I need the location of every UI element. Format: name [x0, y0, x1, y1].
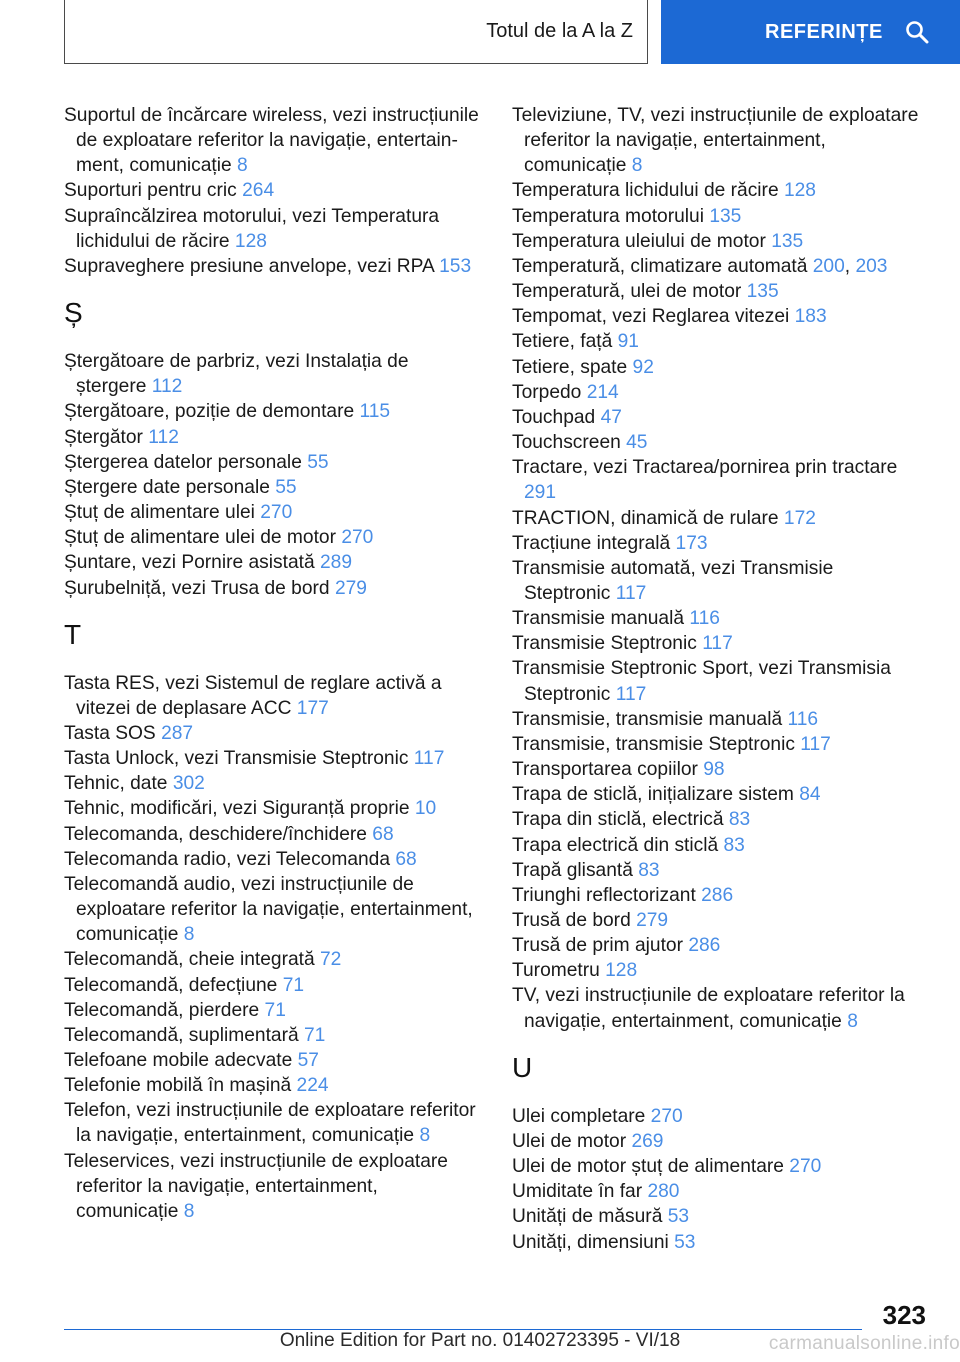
page-reference-link[interactable]: 200	[812, 255, 845, 277]
index-entry-text: Torpedo	[512, 381, 582, 403]
index-entry-text: Telecomandă, pierdere	[64, 999, 260, 1021]
page-reference-link[interactable]: 224	[296, 1075, 329, 1097]
index-entry-text: Ștuț de alimentare ulei de motor	[64, 527, 336, 549]
index-entry-text: Telecomanda, deschidere/închidere	[64, 823, 367, 845]
page-reference-link[interactable]: 117	[702, 633, 733, 655]
index-entry-text: Trapă glisantă	[512, 859, 633, 881]
index-entry	[512, 279, 922, 304]
index-entry-text: Tetiere, spate	[512, 356, 628, 378]
index-entry	[512, 782, 922, 807]
footer-edition: Online Edition for Part no. 01402723395 - VI/18	[279, 1330, 681, 1351]
page-reference-link[interactable]: 57	[297, 1050, 319, 1071]
page-reference-link[interactable]: 71	[264, 999, 286, 1021]
page-reference-link[interactable]: 68	[395, 848, 417, 870]
index-entry-text: Tetiere, față	[512, 331, 613, 353]
page-reference-link[interactable]: 135	[709, 205, 742, 227]
page-reference-link[interactable]: 91	[617, 331, 639, 353]
page-reference-link[interactable]: 128	[234, 230, 267, 252]
index-entry	[64, 721, 480, 746]
index-entry-text: Transmisie Steptronic Sport, vezi Transmisia Steptronic	[512, 658, 891, 705]
index-entry	[512, 229, 922, 254]
index-entry	[512, 1154, 922, 1179]
page-reference-link[interactable]: 117	[800, 733, 831, 755]
index-entry-text: Transmisie, transmisie Steptronic	[512, 733, 795, 755]
index-letter-heading: T	[64, 618, 82, 650]
index-entry-text: Telecomandă, cheie integrată	[64, 949, 315, 971]
section-title: Totul de la A la Z	[486, 20, 633, 42]
index-entry	[512, 1204, 922, 1229]
index-entry-text: Tasta Unlock, vezi Transmisie Steptronic	[64, 748, 409, 770]
page-reference-link[interactable]: 8	[237, 155, 248, 177]
index-entry	[64, 525, 480, 550]
page-reference-link[interactable]: 117	[413, 748, 445, 770]
index-entry	[512, 807, 922, 832]
index-entry-text: Suportul de încărcare wireless, vezi instrucțiunile de exploatare referitor la navigație, entertainment, comunicație	[64, 105, 479, 177]
page-reference-link[interactable]: 112	[151, 376, 183, 398]
index-entry-text: Ștergătoare de parbriz, vezi Instalația de ștergere	[64, 351, 409, 398]
page-reference-link[interactable]: 128	[783, 180, 816, 202]
index-entry	[64, 796, 480, 821]
index-entry	[512, 355, 922, 380]
page-reference-link[interactable]: 45	[626, 432, 648, 454]
page-reference-link[interactable]: 153	[439, 255, 472, 277]
page-number: 323	[882, 1300, 926, 1330]
index-entry	[64, 204, 480, 254]
index-entry-text: Trapa de sticlă, inițializare sistem	[512, 784, 794, 806]
index-entry	[64, 450, 480, 475]
page-reference-link[interactable]: 92	[632, 356, 654, 378]
index-letter-heading: Ș	[64, 297, 83, 329]
page-reference-link[interactable]: 72	[320, 949, 342, 971]
page-reference-link[interactable]: 98	[703, 759, 725, 781]
page-reference-link[interactable]: 53	[667, 1206, 690, 1228]
index-entry-text: Temperatura uleiului de motor	[512, 230, 766, 252]
index-entry-text: Șurubelniță, vezi Trusa de bord	[64, 577, 330, 599]
page-reference-link[interactable]: 269	[631, 1130, 664, 1152]
page-reference-link[interactable]: 177	[296, 697, 329, 719]
index-entry	[512, 506, 922, 531]
page-reference-link[interactable]: 270	[341, 527, 374, 549]
page-reference-link[interactable]: 53	[674, 1231, 696, 1253]
index-entry-text: Temperatura lichidului de răcire	[512, 180, 779, 202]
index-entry-text: Tracțiune integrală	[512, 532, 671, 554]
page-reference-link[interactable]: 47	[600, 406, 622, 428]
index-entry-text: Ulei de motor	[512, 1130, 627, 1152]
index-entry-text: Unități de măsură	[512, 1206, 663, 1228]
index-entry-text: Touchpad	[512, 406, 596, 428]
page-reference-link[interactable]: 8	[419, 1125, 431, 1147]
index-entry	[512, 656, 922, 706]
index-entry	[512, 556, 922, 606]
index-entry	[512, 983, 922, 1033]
index-entry	[64, 178, 480, 203]
page-reference-link[interactable]: 84	[799, 784, 821, 806]
index-entry	[512, 405, 922, 430]
index-entry-text: Trusă de prim ajutor	[512, 935, 683, 957]
index-entry-text: Tractare, vezi Tractarea/pornirea prin tractare	[512, 457, 898, 479]
references-tab[interactable]	[661, 0, 960, 64]
index-entry-text: Tehnic, date	[64, 773, 168, 795]
index-entry	[64, 254, 480, 279]
page-reference-link[interactable]: 55	[307, 451, 329, 473]
page-reference-link[interactable]: 83	[638, 859, 660, 881]
page-reference-link[interactable]: 270	[650, 1105, 683, 1127]
index-entry	[64, 822, 480, 847]
index-entry	[512, 908, 922, 933]
page-reference-link[interactable]: 115	[359, 401, 391, 423]
index-entry-text: Ștuț de alimentare ulei	[64, 502, 255, 524]
index-entry-text: Transmisie, transmisie manuală	[512, 708, 783, 730]
page-reference-link[interactable]: 173	[675, 532, 708, 554]
page-reference-link[interactable]: 302	[172, 773, 205, 795]
index-entry	[64, 500, 480, 525]
page-reference-link[interactable]: 135	[771, 230, 804, 252]
magnifier-icon[interactable]	[905, 20, 929, 44]
index-entry	[64, 399, 480, 424]
index-letter-heading: U	[512, 1051, 533, 1083]
index-entry	[64, 771, 480, 796]
index-entry	[64, 1149, 480, 1224]
index-entry-text: Teleservices, vezi instrucțiunile de exploatare referitor la navigație, entertainment, comunicație	[64, 1150, 448, 1222]
index-entry-text: Televiziune, TV, vezi instrucțiunile de exploatare referitor la navigație, entertainment, comunicație	[512, 105, 919, 177]
page-reference-link[interactable]: 287	[161, 722, 194, 744]
index-entry	[64, 425, 480, 450]
index-entry	[64, 671, 480, 721]
index-entry-text: Supraîncălzirea motorului, vezi Temperatura lichidului de răcire	[64, 205, 440, 252]
index-entry-text: Temperatura motorului	[512, 205, 704, 227]
index-entry-text: Tempomat, vezi Reglarea vitezei	[512, 306, 790, 328]
index-entry-text: Trapa electrică din sticlă	[512, 834, 719, 856]
index-entry-text: Șuntare, vezi Pornire asistată	[64, 552, 315, 574]
index-entry-text: Umiditate în far	[512, 1181, 643, 1203]
index-entry	[64, 1048, 480, 1073]
index-entry-text: Telefoane mobile adecvate	[64, 1050, 293, 1071]
index-entry	[64, 998, 480, 1023]
page-reference-link[interactable]: 135	[746, 281, 779, 303]
index-entry	[512, 958, 922, 983]
page-reference-link[interactable]: 270	[260, 502, 293, 524]
page-reference-link[interactable]: 214	[586, 381, 619, 403]
index-entry-text: Ulei de motor ștuț de alimentare	[512, 1156, 784, 1178]
index-entry: Temperatură, climatizare automată 200, 203	[512, 255, 888, 277]
index-entry-text: Unități, dimensiuni	[512, 1231, 669, 1253]
index-entry	[512, 1104, 922, 1129]
page-reference-link[interactable]: 280	[647, 1181, 680, 1203]
index-entry-text: Triunghi reflectorizant	[512, 884, 696, 906]
index-entry-text: Ștergere date personale	[64, 476, 270, 498]
index-entry	[512, 531, 922, 556]
index-entry	[512, 329, 922, 354]
page-reference-link[interactable]: 68	[372, 823, 394, 845]
page-reference-link[interactable]: 8	[183, 1200, 195, 1222]
index-entry-text: Telefonie mobilă în mașină	[64, 1075, 292, 1097]
index-entry-text: Tasta SOS	[64, 722, 156, 744]
index-entry-text: Transmisie automată, vezi Transmisie Steptronic	[512, 557, 834, 604]
index-entry	[512, 757, 922, 782]
page-reference-link[interactable]: 291	[524, 482, 557, 504]
page-reference-link[interactable]: 270	[789, 1156, 822, 1178]
watermark-logo: carmanualsonline.info	[768, 1333, 960, 1354]
index-entry	[512, 103, 922, 178]
index-entry	[512, 1129, 922, 1154]
page-reference-link[interactable]: 264	[242, 180, 275, 202]
page-reference-link[interactable]: 83	[723, 834, 745, 856]
index-entry	[512, 606, 922, 631]
index-entry-text: Telecomanda radio, vezi Telecomanda	[64, 848, 391, 870]
page-reference-link[interactable]: 71	[304, 1024, 326, 1046]
page-reference-link[interactable]: 55	[275, 476, 297, 498]
index-entry	[512, 304, 922, 329]
index-entry-text: Suporturi pentru cric	[64, 180, 237, 202]
index-entry-text: TRACTION, dinamică de rulare	[512, 507, 779, 529]
index-entry	[64, 973, 480, 998]
index-entry-text: Transmisie manuală	[512, 608, 685, 630]
index-entry	[64, 1098, 480, 1148]
index-entry-text: Supraveghere presiune anvelope, vezi RPA	[64, 255, 434, 277]
page-reference-link[interactable]: 116	[787, 708, 819, 730]
index-entry	[512, 204, 922, 229]
index-entry	[512, 858, 922, 883]
index-entry-text: Touchscreen	[512, 432, 621, 454]
references-tab-label: REFERINȚE	[765, 20, 883, 43]
index-entry-text: Telecomandă audio, vezi instrucțiunile de exploatare referitor la navigație, entertainment, comunicație	[64, 873, 473, 946]
section-header	[64, 0, 648, 64]
index-entry	[512, 631, 922, 656]
page-reference-link[interactable]: 10	[414, 798, 437, 820]
page-reference-link[interactable]: 289	[319, 552, 352, 574]
page-reference-link[interactable]: 279	[636, 910, 669, 931]
index-column-right	[512, 103, 922, 1255]
index-entry	[64, 872, 480, 947]
index-entry	[64, 576, 480, 601]
index-entry-text: Tasta RES, vezi Sistemul de reglare activă a vitezei de deplasare ACC	[64, 672, 442, 719]
index-entry	[512, 833, 922, 858]
page-reference-link[interactable]: 116	[689, 608, 720, 630]
index-entry	[512, 1230, 922, 1255]
index-entry-text: Trusă de bord	[512, 910, 631, 931]
index-entry	[512, 178, 922, 203]
index-entry	[64, 1023, 480, 1048]
page-reference-link[interactable]: 286	[688, 935, 721, 957]
index-entry-text: Telecomandă, defecțiune	[64, 974, 278, 996]
index-entry-text: Transmisie Steptronic	[512, 633, 697, 655]
index-entry	[512, 1179, 922, 1204]
page-reference-link[interactable]: 8	[631, 155, 643, 177]
page-reference-link[interactable]: 112	[148, 426, 179, 448]
index-entry-text: Ștergătoare, poziție de demontare	[64, 401, 355, 423]
page-reference-link[interactable]: 71	[282, 974, 305, 996]
index-entry-text: Telecomandă, suplimentară	[64, 1024, 299, 1046]
index-entry	[64, 349, 480, 399]
page-reference-link[interactable]: 83	[728, 809, 751, 831]
index-entry	[64, 103, 480, 178]
index-entry	[64, 947, 480, 972]
index-entry-text: Tehnic, modificări, vezi Siguranță proprie	[64, 798, 410, 820]
index-entry	[64, 746, 480, 771]
index-entry-text: TV, vezi instrucțiunile de exploatare referitor la navigație, entertainment, comunicație	[512, 985, 905, 1032]
index-entry	[64, 1073, 480, 1098]
index-entry	[64, 550, 480, 575]
page-reference-link[interactable]: 8	[847, 1010, 858, 1032]
index-entry-text: Temperatură, ulei de motor	[512, 281, 742, 303]
page-reference-link[interactable]: 117	[615, 582, 647, 604]
index-entry	[512, 883, 922, 908]
index-entry-text: Ștergător	[64, 426, 143, 448]
page-reference-link[interactable]: 203	[855, 255, 888, 277]
index-entry	[64, 847, 480, 872]
index-entry-text: Telefon, vezi instrucțiunile de exploatare referitor la navigație, entertainment, comunicație	[64, 1100, 476, 1147]
index-entry	[512, 707, 922, 732]
page-reference-link[interactable]: 279	[334, 577, 367, 599]
index-entry	[512, 732, 922, 757]
index-entry-text: Transportarea copiilor	[512, 759, 698, 781]
page-reference-link[interactable]: 128	[605, 960, 638, 982]
index-entry-text: Trapa din sticlă, electrică	[512, 809, 724, 831]
page-reference-link[interactable]: 286	[701, 884, 734, 906]
index-entry-text: Temperatură, climatizare automată	[512, 255, 808, 277]
index-entry	[64, 475, 480, 500]
page-reference-link[interactable]: 117	[615, 683, 647, 705]
index-entry-text: Turometru	[512, 960, 600, 982]
page-reference-link[interactable]: 183	[794, 306, 827, 328]
index-entry	[512, 430, 922, 455]
index-entry	[512, 380, 922, 405]
index-column-left	[64, 103, 480, 1224]
page-reference-link[interactable]: 172	[783, 507, 816, 529]
index-entry	[512, 933, 922, 958]
index-entry-text: Ștergerea datelor personale	[64, 451, 302, 473]
page-reference-link[interactable]: 8	[183, 924, 195, 946]
index-entry-text: Ulei completare	[512, 1105, 646, 1127]
index-entry	[512, 455, 922, 505]
